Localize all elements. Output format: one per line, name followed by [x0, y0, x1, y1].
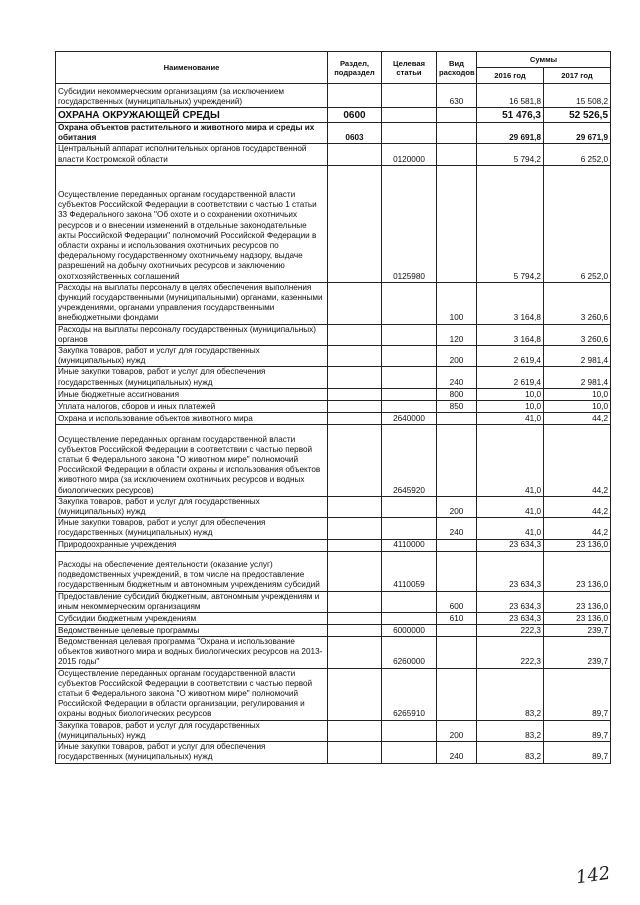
table-row: [56, 400, 611, 412]
cell-v2017: 44,2: [544, 518, 611, 539]
cell-section: [328, 625, 382, 637]
cell-v2017: 23 136,0: [544, 551, 611, 591]
cell-type: [437, 539, 477, 551]
cell-v2017: 3 260,6: [544, 324, 611, 345]
cell-section: [328, 144, 382, 165]
table-row: [56, 637, 611, 669]
cell-v2016: 2 619,4: [477, 367, 544, 388]
cell-name: Уплата налогов, сборов и иных платежей: [56, 400, 328, 412]
cell-section: 0600: [328, 108, 382, 123]
cell-name: Закупка товаров, работ и услуг для государственных (муниципальных) нужд: [56, 346, 328, 367]
cell-section: [328, 424, 382, 496]
cell-v2016: 41,0: [477, 496, 544, 517]
cell-v2016: 83,2: [477, 720, 544, 741]
cell-section: [328, 720, 382, 741]
cell-target: 4110000: [382, 539, 437, 551]
cell-target: 2640000: [382, 412, 437, 424]
cell-type: 850: [437, 400, 477, 412]
cell-name: Закупка товаров, работ и услуг для государственных (муниципальных) нужд: [56, 720, 328, 741]
cell-name: Субсидии некоммерческим организациям (за исключением государственных (муниципальных) учреждений): [56, 84, 328, 108]
header-year-2017: 2017 год: [544, 68, 611, 84]
cell-type: [437, 625, 477, 637]
cell-section: [328, 551, 382, 591]
cell-type: 200: [437, 346, 477, 367]
cell-name: Иные закупки товаров, работ и услуг для обеспечения государственных (муниципальных) нужд: [56, 367, 328, 388]
cell-name: Иные закупки товаров, работ и услуг для обеспечения государственных (муниципальных) нужд: [56, 518, 328, 539]
table-row: [56, 518, 611, 539]
cell-v2017: 15 508,2: [544, 84, 611, 108]
cell-v2016: 23 634,3: [477, 613, 544, 625]
table-row: [56, 424, 611, 496]
table-row: [56, 282, 611, 324]
budget-table: [55, 51, 611, 764]
cell-v2017: 239,7: [544, 625, 611, 637]
cell-type: [437, 637, 477, 669]
cell-name: Предоставление субсидий бюджетным, автономным учреждениям и иным некоммерческим организациям: [56, 591, 328, 612]
cell-v2016: 5 794,2: [477, 165, 544, 282]
cell-target: [382, 84, 437, 108]
cell-v2016: 23 634,3: [477, 551, 544, 591]
cell-v2017: 89,7: [544, 720, 611, 741]
cell-target: [382, 346, 437, 367]
table-row: [56, 496, 611, 517]
cell-type: 200: [437, 496, 477, 517]
cell-target: [382, 123, 437, 144]
cell-target: [382, 400, 437, 412]
cell-type: 610: [437, 613, 477, 625]
table-row: [56, 539, 611, 551]
table-row: [56, 591, 611, 612]
table-row: [56, 720, 611, 741]
cell-v2016: 23 634,3: [477, 539, 544, 551]
cell-target: 6000000: [382, 625, 437, 637]
cell-type: [437, 123, 477, 144]
cell-section: [328, 518, 382, 539]
cell-target: [382, 324, 437, 345]
cell-name: Закупка товаров, работ и услуг для государственных (муниципальных) нужд: [56, 496, 328, 517]
cell-v2016: 222,3: [477, 625, 544, 637]
cell-name: Субсидии бюджетным учреждениям: [56, 613, 328, 625]
cell-target: [382, 496, 437, 517]
cell-target: 0120000: [382, 144, 437, 165]
cell-type: 630: [437, 84, 477, 108]
cell-name: Центральный аппарат исполнительных органов государственной власти Костромской области: [56, 144, 328, 165]
cell-v2016: 41,0: [477, 412, 544, 424]
cell-name: Охрана и использование объектов животного мира: [56, 412, 328, 424]
cell-section: [328, 742, 382, 763]
table-header: [56, 52, 611, 84]
cell-type: [437, 668, 477, 720]
cell-target: 6260000: [382, 637, 437, 669]
cell-type: [437, 551, 477, 591]
cell-name: ОХРАНА ОКРУЖАЮЩЕЙ СРЕДЫ: [56, 108, 328, 123]
header-year-2016: 2016 год: [477, 68, 544, 84]
cell-v2017: 52 526,5: [544, 108, 611, 123]
cell-name: Ведомственные целевые программы: [56, 625, 328, 637]
header-type: Вид расходов: [437, 52, 477, 84]
cell-v2017: 44,2: [544, 424, 611, 496]
cell-type: 600: [437, 591, 477, 612]
cell-name: Ведомственная целевая программа "Охрана и использование объектов животного мира и водных биологических ресурсов на 2013-2015 годы": [56, 637, 328, 669]
header-name: Наименование: [56, 52, 328, 84]
cell-section: [328, 613, 382, 625]
header-sums: Суммы: [477, 52, 611, 68]
cell-name: Расходы на выплаты персоналу государственных (муниципальных) органов: [56, 324, 328, 345]
cell-v2017: 23 136,0: [544, 591, 611, 612]
table-row: [56, 165, 611, 282]
table-row: [56, 742, 611, 763]
cell-type: 240: [437, 367, 477, 388]
cell-type: 200: [437, 720, 477, 741]
cell-section: [328, 412, 382, 424]
cell-section: 0603: [328, 123, 382, 144]
cell-name: Осуществление переданных органам государственной власти субъектов Российской Федерации в соответствии с частью 1 статьи 33 Федерального закона "Об охоте и о сохранении охотничьих ресурсов и о внесении изменений в отдельные законодательные акты Российской Федерации" полномочий Российской Федерации в области охраны и использования охотничьих ресурсов по федеральному государственному охотничьему надзору, выдаче разрешений на добычу охотничьих ресурсов и заключению охотхозяйственных соглашений: [56, 165, 328, 282]
cell-type: [437, 108, 477, 123]
cell-v2017: 10,0: [544, 388, 611, 400]
cell-v2016: 83,2: [477, 668, 544, 720]
cell-v2016: 29 691,8: [477, 123, 544, 144]
cell-v2017: 44,2: [544, 496, 611, 517]
cell-name: Расходы на выплаты персоналу в целях обеспечения выполнения функций государственными (муниципальными) органами, казенными учреждениями, органами управления государственными внебюджетными фондами: [56, 282, 328, 324]
cell-v2017: 239,7: [544, 637, 611, 669]
cell-v2016: 3 164,8: [477, 282, 544, 324]
table-row: [56, 346, 611, 367]
cell-name: Осуществление переданных органам государственной власти субъектов Российской Федерации в соответствии с частью первой статьи 6 Федерального закона "О животном мире" полномочий Российской Федерации в области организации, регулирования и охраны водных биологических ресурсов: [56, 668, 328, 720]
cell-section: [328, 84, 382, 108]
cell-name: Природоохранные учреждения: [56, 539, 328, 551]
cell-v2017: 29 671,9: [544, 123, 611, 144]
table-row: [56, 668, 611, 720]
cell-v2016: 41,0: [477, 424, 544, 496]
cell-type: 800: [437, 388, 477, 400]
cell-target: 0125980: [382, 165, 437, 282]
table-row: [56, 388, 611, 400]
cell-name: Иные бюджетные ассигнования: [56, 388, 328, 400]
cell-name: Осуществление переданных органам государственной власти субъектов Российской Федерации в соответствии с частью первой статьи 6 Федерального закона "О животном мире" полномочий Российской Федерации в области охраны и использования объектов животного мира (за исключением охотничьих ресурсов и водных биологических ресурсов): [56, 424, 328, 496]
cell-v2016: 5 794,2: [477, 144, 544, 165]
cell-section: [328, 668, 382, 720]
table-body: [56, 84, 611, 764]
cell-target: 6265910: [382, 668, 437, 720]
cell-type: 240: [437, 742, 477, 763]
cell-section: [328, 165, 382, 282]
cell-target: [382, 518, 437, 539]
cell-target: 4110059: [382, 551, 437, 591]
cell-v2016: 10,0: [477, 388, 544, 400]
cell-section: [328, 282, 382, 324]
cell-target: [382, 591, 437, 612]
cell-name: Иные закупки товаров, работ и услуг для обеспечения государственных (муниципальных) нужд: [56, 742, 328, 763]
cell-v2017: 6 252,0: [544, 165, 611, 282]
cell-type: [437, 412, 477, 424]
table-row: [56, 324, 611, 345]
cell-target: [382, 613, 437, 625]
cell-v2017: 89,7: [544, 668, 611, 720]
cell-type: [437, 144, 477, 165]
cell-type: [437, 165, 477, 282]
cell-target: [382, 108, 437, 123]
cell-v2016: 3 164,8: [477, 324, 544, 345]
cell-v2016: 222,3: [477, 637, 544, 669]
cell-v2017: 89,7: [544, 742, 611, 763]
cell-v2016: 10,0: [477, 400, 544, 412]
cell-v2017: 23 136,0: [544, 613, 611, 625]
table-row: [56, 108, 611, 123]
cell-target: [382, 282, 437, 324]
cell-v2017: 3 260,6: [544, 282, 611, 324]
cell-v2017: 2 981,4: [544, 367, 611, 388]
cell-v2016: 51 476,3: [477, 108, 544, 123]
cell-section: [328, 496, 382, 517]
page-number: 142: [574, 862, 612, 889]
cell-target: [382, 367, 437, 388]
header-target: Целевая статьи: [382, 52, 437, 84]
cell-v2016: 16 581,8: [477, 84, 544, 108]
cell-section: [328, 367, 382, 388]
cell-type: 120: [437, 324, 477, 345]
cell-v2017: 44,2: [544, 412, 611, 424]
cell-section: [328, 637, 382, 669]
table-row: [56, 84, 611, 108]
cell-target: [382, 388, 437, 400]
cell-target: 2645920: [382, 424, 437, 496]
table-row: [56, 144, 611, 165]
cell-type: [437, 424, 477, 496]
cell-target: [382, 720, 437, 741]
cell-section: [328, 400, 382, 412]
cell-v2017: 10,0: [544, 400, 611, 412]
cell-v2016: 41,0: [477, 518, 544, 539]
cell-section: [328, 388, 382, 400]
table-row: [56, 551, 611, 591]
cell-section: [328, 346, 382, 367]
table-row: [56, 123, 611, 144]
cell-v2017: 2 981,4: [544, 346, 611, 367]
cell-v2016: 83,2: [477, 742, 544, 763]
table-row: [56, 613, 611, 625]
cell-v2017: 23 136,0: [544, 539, 611, 551]
cell-section: [328, 324, 382, 345]
table-row: [56, 367, 611, 388]
cell-v2017: 6 252,0: [544, 144, 611, 165]
cell-v2016: 23 634,3: [477, 591, 544, 612]
cell-name: Охрана объектов растительного и животного мира и среды их обитания: [56, 123, 328, 144]
cell-name: Расходы на обеспечение деятельности (оказание услуг) подведомственных учреждений, в том числе на предоставление государственным бюджетным и автономным учреждениям субсидий: [56, 551, 328, 591]
table-row: [56, 412, 611, 424]
table-row: [56, 625, 611, 637]
cell-v2016: 2 619,4: [477, 346, 544, 367]
cell-section: [328, 591, 382, 612]
cell-target: [382, 742, 437, 763]
cell-type: 100: [437, 282, 477, 324]
cell-section: [328, 539, 382, 551]
header-section: Раздел, подраздел: [328, 52, 382, 84]
cell-type: 240: [437, 518, 477, 539]
